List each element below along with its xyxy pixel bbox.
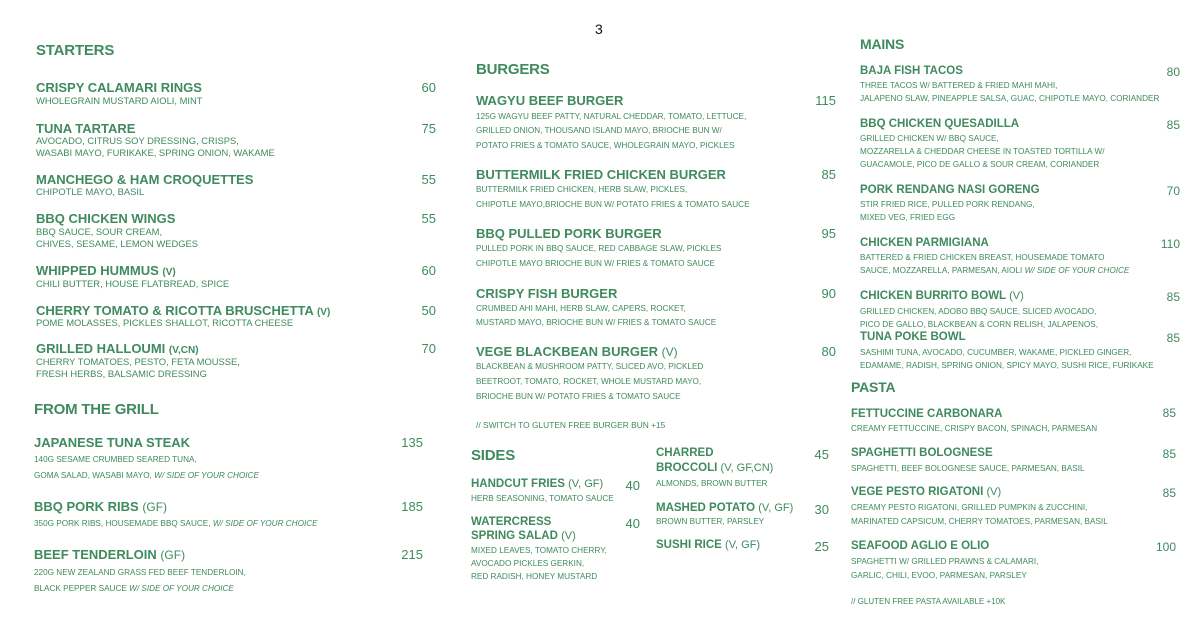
menu-item-desc: SAUCE, MOZZARELLA, PARMESAN, AIOLI W/ SIDE OF YOUR CHOICE <box>860 266 1130 275</box>
gluten-free-pasta-note: // GLUTEN FREE PASTA AVAILABLE +10K <box>851 597 1006 606</box>
menu-item-name: SPAGHETTI BOLOGNESE <box>851 447 993 459</box>
menu-item-price: 115 <box>815 93 836 108</box>
menu-item-name: CHERRY TOMATO & RICOTTA BRUSCHETTA (V) <box>36 303 331 318</box>
menu-item-name: SPRING SALAD (V) <box>471 530 576 542</box>
menu-item-price: 80 <box>821 344 836 359</box>
menu-item-name: BUTTERMILK FRIED CHICKEN BURGER <box>476 167 726 182</box>
menu-item-price: 185 <box>401 499 423 514</box>
menu-item-price: 85 <box>1162 486 1176 500</box>
menu-item-price: 25 <box>814 539 829 554</box>
diet-tag: (V, GF) <box>758 502 794 514</box>
diet-tag: (V) <box>1009 290 1024 302</box>
menu-item-name: BBQ PULLED PORK BURGER <box>476 226 662 241</box>
menu-item-price: 30 <box>814 502 829 517</box>
menu-item-name: CRISPY CALAMARI RINGS <box>36 80 202 95</box>
menu-item-price: 215 <box>401 547 423 562</box>
side-choice-note: W/ SIDE OF YOUR CHOICE <box>154 471 259 480</box>
menu-item-desc: EDAMAME, RADISH, SPRING ONION, SPICY MAYO, SUSHI RICE, FURIKAKE <box>860 361 1154 370</box>
menu-item-price: 85 <box>1162 447 1176 461</box>
menu-item-name: HANDCUT FRIES (V, GF) <box>471 478 604 490</box>
side-choice-note: W/ SIDE OF YOUR CHOICE <box>212 519 318 528</box>
menu-item-desc: CHIPOTLE MAYO, BASIL <box>36 186 145 197</box>
menu-item-name: GRILLED HALLOUMI (V,CN) <box>36 341 199 356</box>
menu-item-name: TUNA TARTARE <box>36 121 136 136</box>
menu-item-price: 50 <box>421 303 436 318</box>
menu-item-name: WAGYU BEEF BURGER <box>476 93 624 108</box>
menu-item-desc: MUSTARD MAYO, BRIOCHE BUN W/ FRIES & TOMATO SAUCE <box>476 318 717 327</box>
section-title-burgers: BURGERS <box>476 61 550 78</box>
menu-item-desc: 140G SESAME CRUMBED SEARED TUNA, <box>34 455 197 464</box>
menu-item-desc: WASABI MAYO, FURIKAKE, SPRING ONION, WAKAME <box>36 147 275 158</box>
menu-item-price: 85 <box>1166 331 1180 345</box>
menu-item-desc: RED RADISH, HONEY MUSTARD <box>471 572 598 581</box>
menu-item-name: WATERCRESS <box>471 516 552 528</box>
menu-item-price: 40 <box>625 516 640 531</box>
menu-item-name: MASHED POTATO (V, GF) <box>656 502 794 514</box>
menu-item-name: CHICKEN BURRITO BOWL (V) <box>860 290 1024 302</box>
menu-item-name: VEGE BLACKBEAN BURGER (V) <box>476 344 678 359</box>
menu-item-desc: CHIPOTLE MAYO,BRIOCHE BUN W/ POTATO FRIES & TOMATO SAUCE <box>476 200 750 209</box>
menu-item-price: 85 <box>821 167 836 182</box>
diet-tag: (V) <box>561 530 576 542</box>
menu-item-price: 55 <box>421 172 436 187</box>
menu-item-price: 110 <box>1160 237 1180 251</box>
menu-item-desc: CREAMY FETTUCCINE, CRISPY BACON, SPINACH, PARMESAN <box>851 424 1098 433</box>
section-title-mains: MAINS <box>860 36 905 52</box>
menu-item-price: 60 <box>421 263 436 278</box>
side-choice-note: W/ SIDE OF YOUR CHOICE <box>1024 266 1130 275</box>
menu-item-desc: AVOCADO PICKLES GERKIN, <box>471 559 585 568</box>
menu-item-price: 60 <box>421 80 436 95</box>
section-title-starters: STARTERS <box>36 42 115 59</box>
menu-item-desc: MOZZARELLA & CHEDDAR CHEESE IN TOASTED TORTILLA W/ <box>860 147 1105 156</box>
menu-item-price: 85 <box>1166 118 1180 132</box>
diet-tag: (V, GF) <box>568 478 604 490</box>
menu-item-desc: PICO DE GALLO, BLACKBEAN & CORN RELISH, JALAPENOS, <box>860 320 1098 329</box>
menu-item-desc: AVOCADO, CITRUS SOY DRESSING, CRISPS, <box>36 135 239 146</box>
menu-item-name: WHIPPED HUMMUS (V) <box>36 263 176 278</box>
menu-item-name: CHICKEN PARMIGIANA <box>860 237 989 249</box>
menu-item-desc: GRILLED CHICKEN W/ BBQ SAUCE, <box>860 134 999 143</box>
diet-tag: (GF) <box>142 500 168 514</box>
menu-item-desc: MIXED VEG, FRIED EGG <box>860 213 956 222</box>
gluten-free-bun-note: // SWITCH TO GLUTEN FREE BURGER BUN +15 <box>476 420 666 430</box>
menu-item-price: 135 <box>401 435 423 450</box>
menu-item-desc: THREE TACOS W/ BATTERED & FRIED MAHI MAHI, <box>860 81 1058 90</box>
menu-item-name: BBQ CHICKEN QUESADILLA <box>860 118 1020 130</box>
menu-item-desc: 220G NEW ZEALAND GRASS FED BEEF TENDERLOIN, <box>34 568 246 577</box>
menu-item-desc: BROWN BUTTER, PARSLEY <box>656 517 765 526</box>
menu-item-desc: BRIOCHE BUN W/ POTATO FRIES & TOMATO SAUCE <box>476 392 681 401</box>
menu-item-price: 95 <box>821 226 836 241</box>
menu-item-name: TUNA POKE BOWL <box>860 331 966 343</box>
menu-item-desc: 350G PORK RIBS, HOUSEMADE BBQ SAUCE, W/ SIDE OF YOUR CHOICE <box>34 519 318 528</box>
menu-item-desc: CHIPOTLE MAYO BRIOCHE BUN W/ FRIES & TOMATO SAUCE <box>476 259 715 268</box>
menu-item-desc: POME MOLASSES, PICKLES SHALLOT, RICOTTA CHEESE <box>36 317 294 328</box>
menu-item-name: BBQ CHICKEN WINGS <box>36 211 176 226</box>
page-number: 3 <box>595 21 603 37</box>
menu-item-desc: BEETROOT, TOMATO, ROCKET, WHOLE MUSTARD MAYO, <box>476 377 702 386</box>
menu-item-desc: MIXED LEAVES, TOMATO CHERRY, <box>471 546 607 555</box>
menu-item-desc: BATTERED & FRIED CHICKEN BREAST, HOUSEMADE TOMATO <box>860 253 1105 262</box>
menu-item-desc: GOMA SALAD, WASABI MAYO, W/ SIDE OF YOUR CHOICE <box>34 471 259 480</box>
menu-item-desc: CREAMY PESTO RIGATONI, GRILLED PUMPKIN & ZUCCHINI, <box>851 503 1088 512</box>
menu-item-desc: SPAGHETTI W/ GRILLED PRAWNS & CALAMARI, <box>851 557 1039 566</box>
menu-item-desc: FRESH HERBS, BALSAMIC DRESSING <box>36 368 207 379</box>
section-title-pasta: PASTA <box>851 379 896 395</box>
menu-item-price: 85 <box>1162 406 1176 420</box>
menu-item-desc: HERB SEASONING, TOMATO SAUCE <box>471 494 614 503</box>
menu-item-name: CHARRED <box>656 447 714 459</box>
menu-item-name: VEGE PESTO RIGATONI (V) <box>851 486 1002 498</box>
menu-item-desc: BLACKBEAN & MUSHROOM PATTY, SLICED AVO, PICKLED <box>476 362 704 371</box>
menu-item-desc: CRUMBED AHI MAHI, HERB SLAW, CAPERS, ROCKET, <box>476 304 686 313</box>
diet-tag: (V) <box>162 267 176 278</box>
menu-item-desc: WHOLEGRAIN MUSTARD AIOLI, MINT <box>36 95 203 106</box>
menu-item-name: BBQ PORK RIBS (GF) <box>34 499 168 514</box>
menu-item-desc: CHERRY TOMATOES, PESTO, FETA MOUSSE, <box>36 356 240 367</box>
menu-item-desc: 125G WAGYU BEEF PATTY, NATURAL CHEDDAR, TOMATO, LETTUCE, <box>476 112 747 121</box>
menu-item-price: 45 <box>814 447 829 462</box>
menu-item-price: 75 <box>421 121 436 136</box>
menu-item-desc: PULLED PORK IN BBQ SAUCE, RED CABBAGE SLAW, PICKLES <box>476 244 722 253</box>
menu-item-desc: POTATO FRIES & TOMATO SAUCE, WHOLEGRAIN MAYO, PICKLES <box>476 141 735 150</box>
diet-tag: (V, GF) <box>725 539 761 551</box>
menu-item-name: BROCCOLI (V, GF,CN) <box>656 462 774 474</box>
menu-item-desc: GRILLED ONION, THOUSAND ISLAND MAYO, BRIOCHE BUN W/ <box>476 126 722 135</box>
menu-item-name: MANCHEGO & HAM CROQUETTES <box>36 172 254 187</box>
section-title-grill: FROM THE GRILL <box>34 401 159 418</box>
diet-tag: (V) <box>986 486 1002 498</box>
menu-item-name: BAJA FISH TACOS <box>860 65 963 77</box>
menu-item-name: FETTUCCINE CARBONARA <box>851 408 1003 420</box>
menu-item-price: 55 <box>421 211 436 226</box>
diet-tag: (V) <box>316 307 331 318</box>
menu-item-price: 70 <box>1166 184 1180 198</box>
menu-item-price: 85 <box>1166 290 1180 304</box>
menu-item-price: 90 <box>821 286 836 301</box>
menu-item-desc: ALMONDS, BROWN BUTTER <box>656 479 768 488</box>
menu-item-desc: MARINATED CAPSICUM, CHERRY TOMATOES, PARMESAN, BASIL <box>851 517 1108 526</box>
diet-tag: (V, GF,CN) <box>720 462 774 474</box>
menu-item-desc: SPAGHETTI, BEEF BOLOGNESE SAUCE, PARMESAN, BASIL <box>851 464 1085 473</box>
menu-item-price: 100 <box>1155 540 1176 554</box>
diet-tag: (V,CN) <box>168 345 199 356</box>
menu-item-desc: STIR FRIED RICE, PULLED PORK RENDANG, <box>860 200 1035 209</box>
menu-item-desc: GRILLED CHICKEN, ADOBO BBQ SAUCE, SLICED AVOCADO, <box>860 307 1097 316</box>
menu-item-desc: BUTTERMILK FRIED CHICKEN, HERB SLAW, PICKLES, <box>476 185 688 194</box>
menu-item-desc: BBQ SAUCE, SOUR CREAM, <box>36 226 163 237</box>
menu-item-desc: JALAPENO SLAW, PINEAPPLE SALSA, GUAC, CHIPOTLE MAYO, CORIANDER <box>860 94 1160 103</box>
menu-item-desc: SASHIMI TUNA, AVOCADO, CUCUMBER, WAKAME, PICKLED GINGER, <box>860 348 1132 357</box>
menu-item-desc: BLACK PEPPER SAUCE W/ SIDE OF YOUR CHOICE <box>34 584 234 593</box>
diet-tag: (GF) <box>160 548 186 562</box>
menu-item-desc: CHIVES, SESAME, LEMON WEDGES <box>36 238 199 249</box>
menu-item-name: BEEF TENDERLOIN (GF) <box>34 547 186 562</box>
side-choice-note: W/ SIDE OF YOUR CHOICE <box>129 584 234 593</box>
menu-item-name: SUSHI RICE (V, GF) <box>656 539 761 551</box>
menu-item-price: 70 <box>421 341 436 356</box>
menu-item-desc: CHILI BUTTER, HOUSE FLATBREAD, SPICE <box>36 278 230 289</box>
section-title-sides: SIDES <box>471 447 516 464</box>
menu-item-desc: GARLIC, CHILI, EVOO, PARMESAN, PARSLEY <box>851 571 1027 580</box>
menu-item-name: CRISPY FISH BURGER <box>476 286 618 301</box>
menu-item-name: SEAFOOD AGLIO E OLIO <box>851 540 990 552</box>
menu-item-name: PORK RENDANG NASI GORENG <box>860 184 1040 196</box>
menu-item-name: JAPANESE TUNA STEAK <box>34 435 191 450</box>
menu-item-price: 80 <box>1166 65 1180 79</box>
menu-item-price: 40 <box>625 478 640 493</box>
menu-item-desc: GUACAMOLE, PICO DE GALLO & SOUR CREAM, CORIANDER <box>860 160 1100 169</box>
diet-tag: (V) <box>661 345 678 359</box>
